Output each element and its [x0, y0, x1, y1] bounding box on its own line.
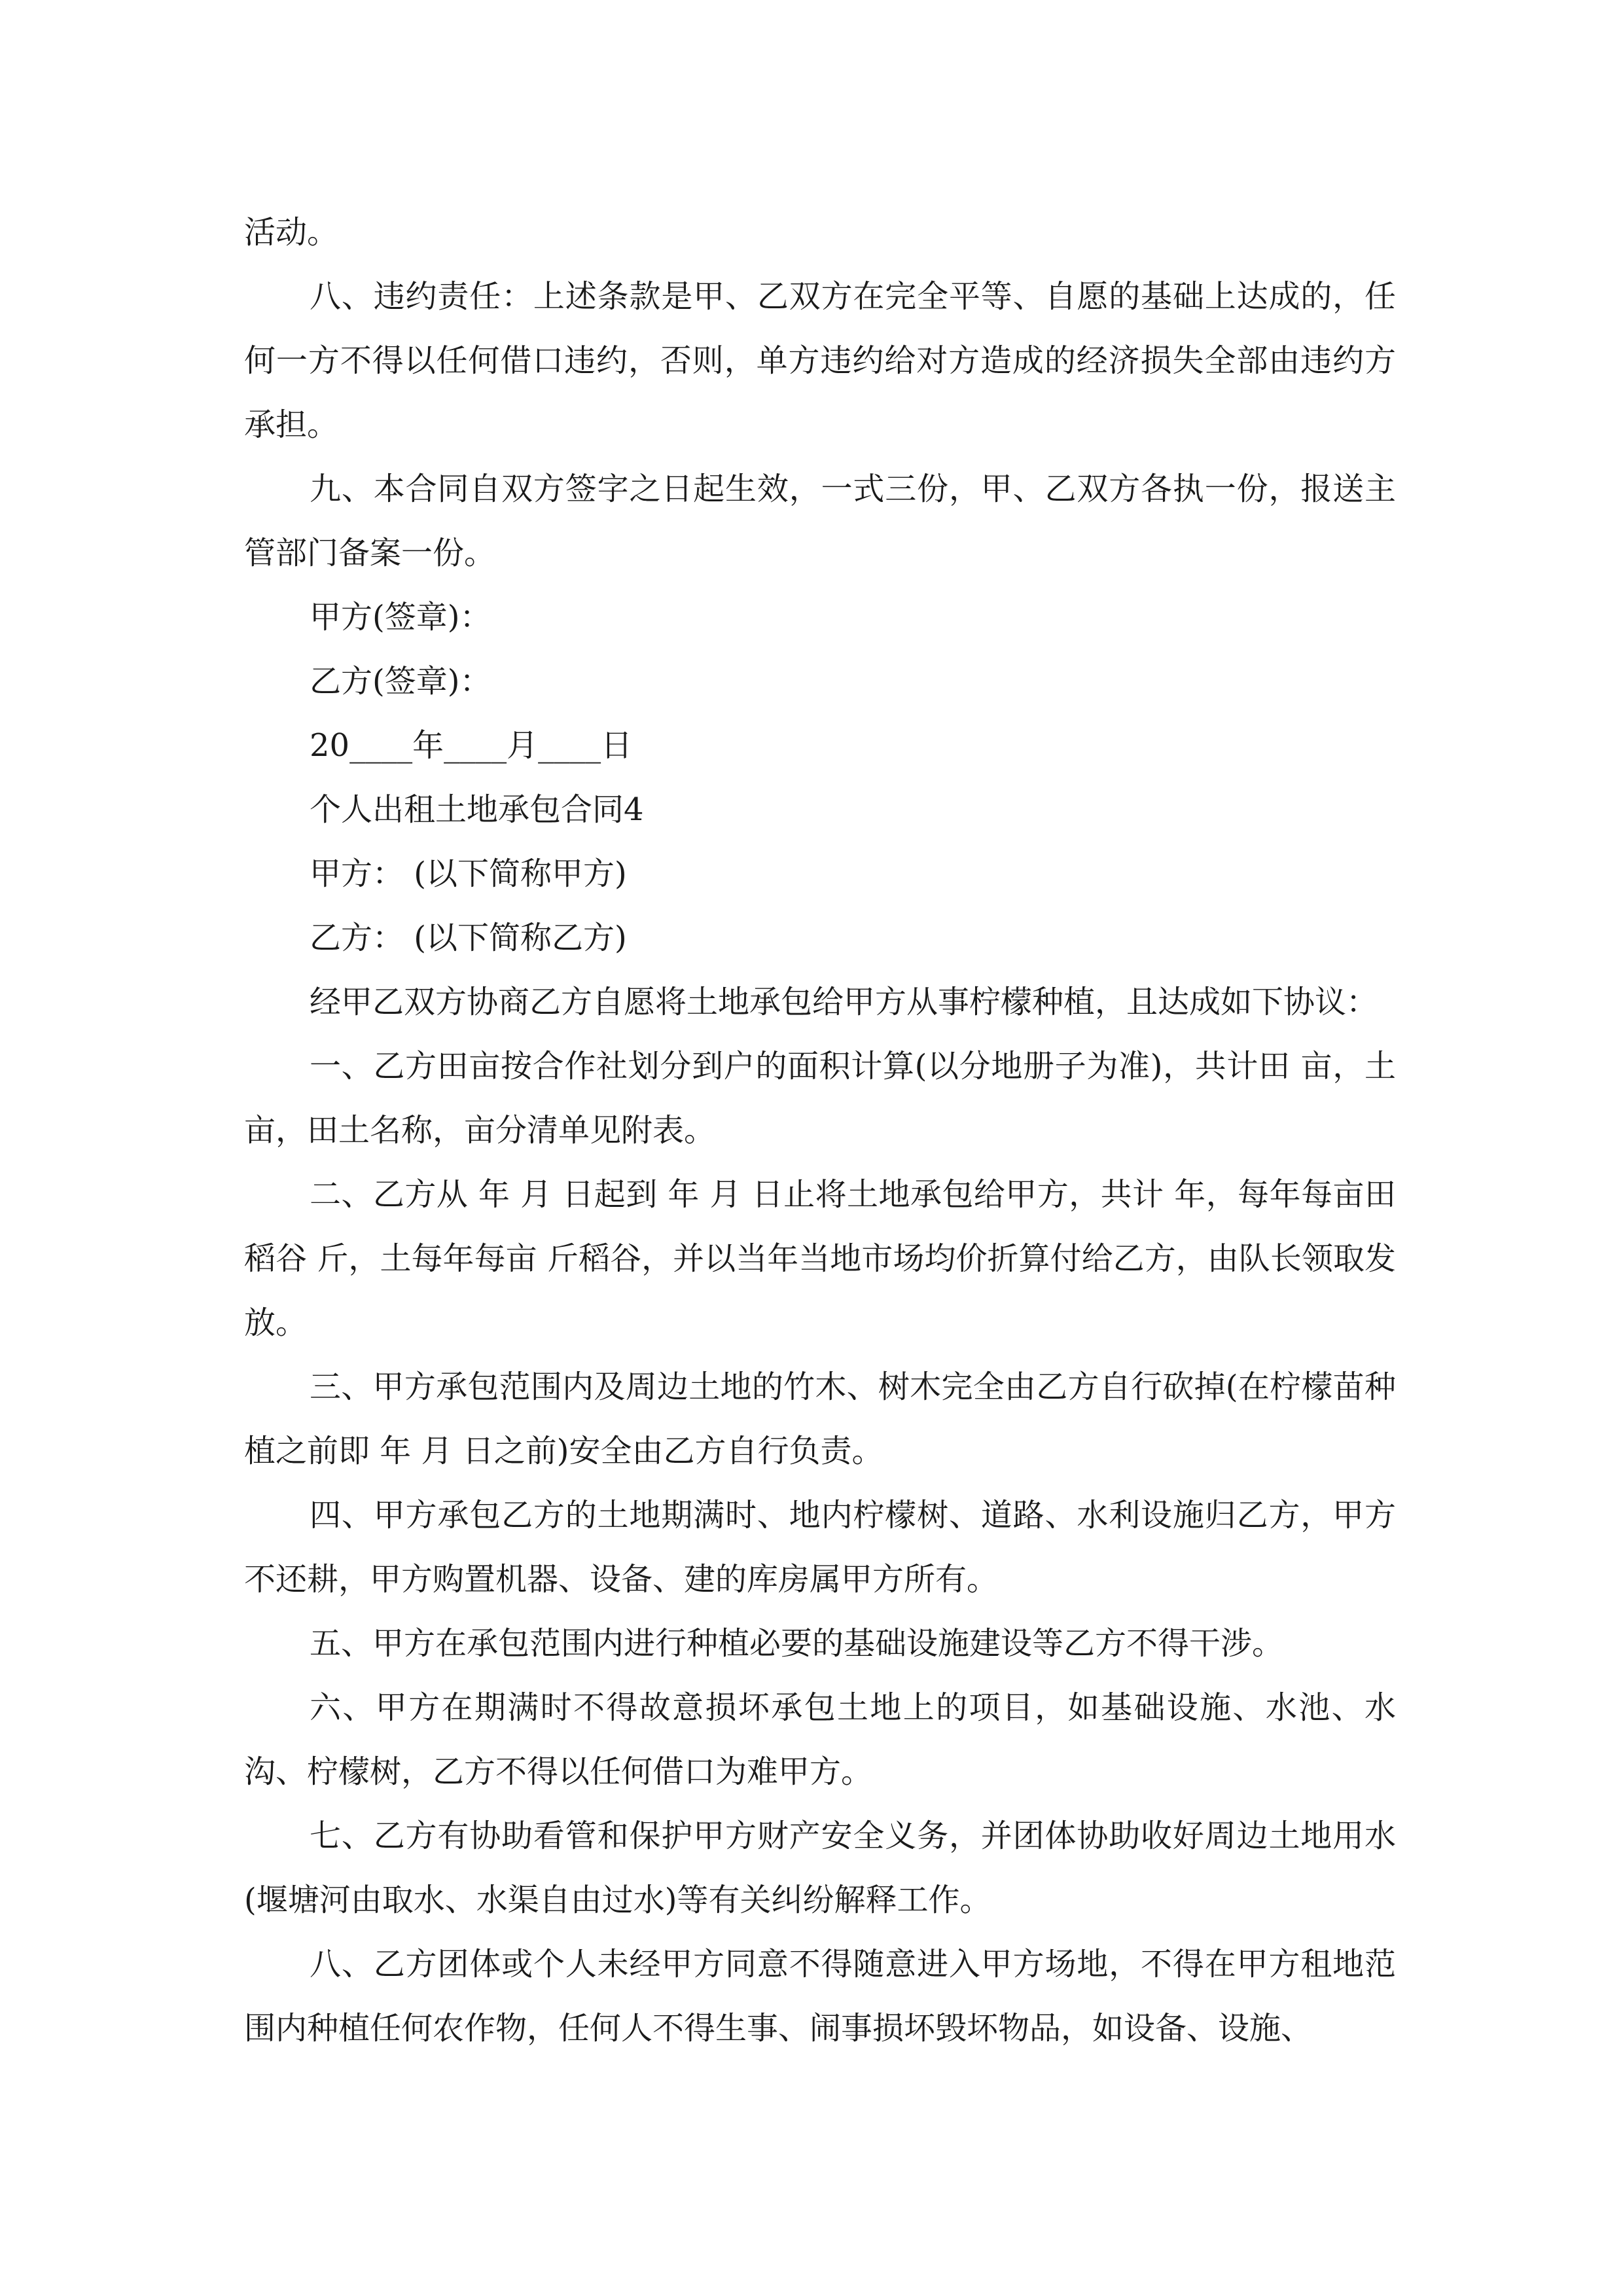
- paragraph-continuation: 活动。: [244, 214, 339, 251]
- clause-3: 三、甲方承包范围内及周边土地的竹木、树木完全由乙方自行砍掉(在柠檬苗种植之前即 年 月 日之前)安全由乙方自行负责。: [244, 1369, 1396, 1469]
- clause-9-effectiveness: 九、本合同自双方签字之日起生效，一式三份，甲、乙双方各执一份，报送主管部门备案一份。: [244, 471, 1396, 571]
- clause-7: 七、乙方有协助看管和保护甲方财产安全义务，并团体协助收好周边土地用水(堰塘河由取水、水渠自由过水)等有关纠纷解释工作。: [244, 1818, 1396, 1918]
- clause-8-breach-liability: 八、违约责任：上述条款是甲、乙双方在完全平等、自愿的基础上达成的，任何一方不得以任何借口违约，否则，单方违约给对方造成的经济损失全部由违约方承担。: [244, 278, 1396, 443]
- party-b-signature-line: 乙方(签章)：: [310, 663, 491, 700]
- party-a-line: 甲方： (以下简称甲方): [310, 855, 627, 892]
- clause-4: 四、甲方承包乙方的土地期满时、地内柠檬树、道路、水利设施归乙方，甲方不还耕，甲方购置机器、设备、建的库房属甲方所有。: [244, 1497, 1396, 1598]
- clause-1: 一、乙方田亩按合作社划分到户的面积计算(以分地册子为准)，共计田 亩，土 亩，田土名称，亩分清单见附表。: [244, 1048, 1406, 1149]
- date-line: 20____年____月____日: [310, 727, 633, 764]
- clause-6: 六、甲方在期满时不得故意损坏承包土地上的项目，如基础设施、水池、水沟、柠檬树，乙方不得以任何借口为难甲方。: [244, 1689, 1396, 1790]
- party-a-signature-line: 甲方(签章)：: [310, 599, 491, 636]
- clause-5: 五、甲方在承包范围内进行种植必要的基础设施建设等乙方不得干涉。: [310, 1625, 1284, 1662]
- document-body: [244, 200, 1406, 2060]
- contract-title: 个人出租土地承包合同4: [310, 791, 644, 828]
- preamble: 经甲乙双方协商乙方自愿将土地承包给甲方从事柠檬种植，且达成如下协议：: [310, 984, 1378, 1020]
- clause-8: 八、乙方团体或个人未经甲方同意不得随意进入甲方场地，不得在甲方租地范围内种植任何农作物，任何人不得生事、闹事损坏毁坏物品，如设备、设施、: [244, 1946, 1396, 2047]
- clause-2: 二、乙方从 年 月 日起到 年 月 日止将土地承包给甲方，共计 年，每年每亩田稻谷 斤，土每年每亩 斤稻谷，并以当年当地市场均价折算付给乙方，由队长领取发放。: [244, 1176, 1396, 1341]
- party-b-line: 乙方： (以下简称乙方): [310, 920, 627, 956]
